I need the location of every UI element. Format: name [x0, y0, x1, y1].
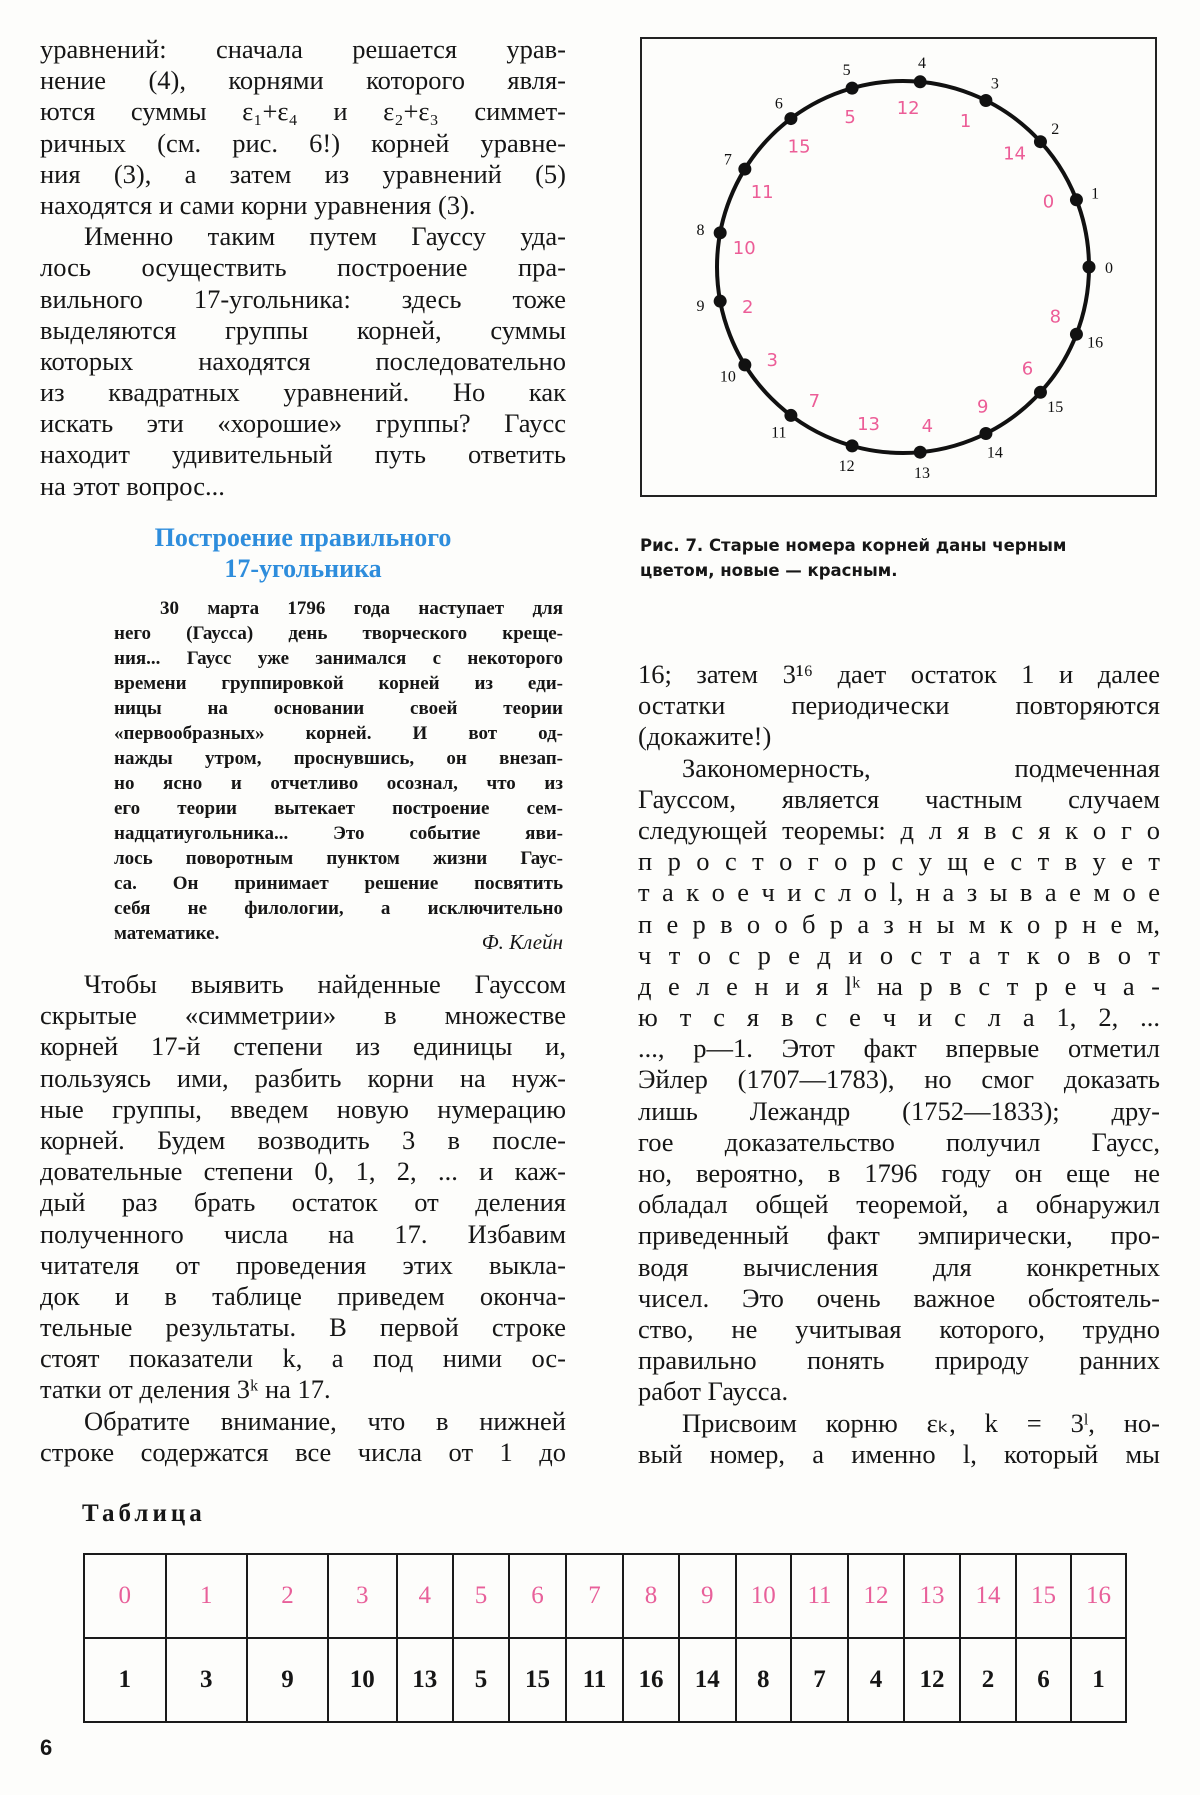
new-number-label: 0 — [1042, 191, 1055, 213]
text-line: правильно понять природу ранних — [638, 1345, 1160, 1376]
text-line: Присвоим корню εₖ, k = 3ˡ, но- — [682, 1407, 1160, 1438]
text-line: Чтобы выявить найденные Гауссом — [84, 969, 566, 999]
quote-line: но ясно и отчетливо осознал, что из — [114, 773, 563, 794]
exponent-cell: 9 — [679, 1554, 736, 1638]
new-number-label: 5 — [844, 107, 856, 129]
table-row-remainders — [84, 1638, 1126, 1722]
quote-line: лось поворотным пунктом жизни Гаус- — [114, 848, 563, 869]
remainder-cell: 9 — [247, 1638, 328, 1722]
text-line: читателя от проведения этих выкла- — [40, 1249, 566, 1280]
text-line: п е р в о о б р а з н ы м к о р н е м, — [638, 908, 1160, 939]
new-number-label: 6 — [1021, 358, 1034, 380]
text-line: вый номер, а именно l, который мы — [638, 1438, 1160, 1469]
exponent-cell: 3 — [328, 1554, 397, 1638]
root-point — [979, 94, 992, 107]
old-number-label: 9 — [696, 297, 705, 315]
old-number-label: 13 — [914, 465, 931, 483]
text-line: ..., p—1. Этот факт впервые отметил — [638, 1033, 1160, 1064]
exponent-cell: 8 — [623, 1554, 679, 1638]
exponent-cell: 11 — [791, 1554, 848, 1638]
text-line: но, вероятно, в 1796 году он еще не — [638, 1158, 1160, 1188]
remainder-cell: 2 — [960, 1638, 1016, 1722]
text-line: татки от деления 3ᵏ на 17. — [40, 1374, 331, 1405]
old-number-label: 7 — [723, 151, 732, 169]
text-line: пользуясь ими, разбить корни на нуж- — [40, 1062, 566, 1093]
text-line: ются суммы ε₁+ε₄ и ε₂+ε₃ симмет- — [40, 96, 566, 127]
text-line: строке содержатся все числа от 1 до — [40, 1436, 566, 1467]
remainder-cell: 8 — [736, 1638, 792, 1722]
table-row-exponents — [84, 1554, 1126, 1638]
text-line: лишь Лежандр (1752—1833); дру- — [638, 1095, 1160, 1126]
text-line: лось осуществить построение пра- — [40, 252, 566, 283]
text-line: Обратите внимание, что в нижней — [84, 1405, 566, 1436]
root-point — [784, 112, 797, 125]
remainder-cell: 13 — [397, 1638, 454, 1722]
quote-author: Ф. Клейн — [481, 930, 563, 954]
remainder-cell: 5 — [453, 1638, 509, 1722]
text-line: ные группы, введем новую нумерацию — [40, 1093, 566, 1124]
old-number-label: 8 — [696, 222, 705, 240]
unit-circle — [717, 81, 1089, 453]
new-number-label: 2 — [742, 296, 754, 318]
text-line: на этот вопрос... — [40, 470, 225, 501]
root-point — [979, 427, 992, 440]
text-line: дый раз брать остаток от деления — [40, 1187, 566, 1218]
old-number-label: 12 — [838, 458, 855, 476]
root-point — [914, 75, 927, 88]
exponent-cell: 6 — [509, 1554, 566, 1638]
remainder-cell: 15 — [509, 1638, 566, 1722]
remainder-cell: 6 — [1016, 1638, 1071, 1722]
text-line: ство, не учитывая которого, трудно — [638, 1313, 1160, 1344]
new-number-label: 10 — [732, 238, 756, 260]
text-line: уравнений: сначала решается урав- — [40, 34, 566, 64]
remainder-cell: 16 — [623, 1638, 679, 1722]
exponent-cell: 16 — [1071, 1554, 1126, 1638]
exponent-cell: 5 — [453, 1554, 509, 1638]
text-line: док и в таблице приведем оконча- — [40, 1280, 566, 1311]
remainder-cell: 1 — [1071, 1638, 1126, 1722]
text-line: находятся и сами корни уравнения (3). — [40, 189, 476, 220]
powers-table — [83, 1553, 1127, 1723]
old-number-label: 15 — [1047, 398, 1064, 416]
caption-line: Рис. 7. Старые номера корней даны черным — [640, 536, 1067, 555]
section-heading — [60, 522, 546, 584]
text-line: 16; затем 3¹⁶ дает остаток 1 и далее — [638, 659, 1160, 689]
text-line: чисел. Это очень важное обстоятель- — [638, 1282, 1160, 1313]
text-line: Гауссом, является частным случаем — [638, 783, 1160, 814]
root-point — [1070, 193, 1083, 206]
quote-line: надцатиугольника... Это событие яви- — [114, 823, 563, 844]
root-point — [738, 358, 751, 371]
text-line: искать эти «хорошие» группы? Гаусс — [40, 408, 566, 439]
new-number-label: 15 — [787, 136, 811, 158]
old-number-label: 10 — [719, 368, 736, 386]
old-number-label: 4 — [918, 54, 927, 72]
text-line: ю т с я в с е ч и с л а 1, 2, ... — [638, 1002, 1160, 1033]
page-number: 6 — [40, 1735, 53, 1760]
figure-17-roots-circle — [640, 37, 1157, 497]
root-point — [914, 446, 927, 459]
exponent-cell: 14 — [960, 1554, 1016, 1638]
text-line: нение (4), корнями которого явля- — [40, 65, 566, 96]
text-line: Закономерность, подмеченная — [682, 752, 1160, 783]
new-number-label: 9 — [977, 396, 989, 418]
text-line: приведенный факт эмпирически, про- — [638, 1220, 1160, 1251]
quote-line: 30 марта 1796 года наступает для — [160, 598, 563, 619]
old-number-label: 2 — [1051, 121, 1060, 139]
text-line: полученного числа на 17. Избавим — [40, 1218, 566, 1249]
quote-line: себя не филологии, а исключительно — [114, 898, 563, 919]
new-number-label: 11 — [750, 182, 774, 204]
roots-circle-diagram — [642, 39, 1155, 495]
quote-line: него (Гаусса) день творческого креще- — [114, 623, 563, 644]
text-line: д е л е н и я lᵏ на p в с т р е ч а - — [638, 970, 1160, 1001]
root-point — [1034, 135, 1047, 148]
old-number-label: 0 — [1105, 260, 1113, 277]
text-line: ч т о с р е д и о с т а т к о в о т — [638, 939, 1160, 970]
text-line: Именно таким путем Гауссу уда- — [84, 221, 566, 252]
epigraph-quote — [114, 596, 563, 946]
text-line: п р о с т о г о p с у щ е с т в у е т — [638, 846, 1160, 877]
new-number-label: 8 — [1049, 306, 1062, 328]
text-line: довательные степени 0, 1, 2, ... и каж- — [40, 1156, 566, 1187]
text-line: тельные результаты. В первой строке — [40, 1312, 566, 1343]
text-line: Эйлер (1707—1783), но смог доказать — [638, 1064, 1160, 1095]
root-point — [1083, 261, 1096, 274]
quote-line: нажды утром, проснувшись, он внезап- — [114, 748, 563, 769]
root-point — [1034, 386, 1047, 399]
text-line: работ Гаусса. — [638, 1376, 789, 1407]
old-number-label: 16 — [1087, 334, 1104, 352]
old-number-label: 11 — [771, 424, 787, 442]
text-line: выделяются группы корней, суммы — [40, 314, 566, 345]
exponent-cell: 12 — [848, 1554, 904, 1638]
remainder-cell: 14 — [679, 1638, 736, 1722]
heading-line: 17-угольника — [224, 554, 382, 583]
quote-line: его теории вытекает построение сем- — [114, 798, 563, 819]
old-number-label: 5 — [842, 61, 851, 79]
remainder-cell: 3 — [166, 1638, 248, 1722]
exponent-cell: 15 — [1016, 1554, 1071, 1638]
new-number-label: 1 — [959, 110, 972, 132]
text-line: гое доказательство получил Гаусс, — [638, 1126, 1160, 1157]
text-line: ричных (см. рис. 6!) корней уравне- — [40, 127, 566, 158]
quote-line: ния... Гаусс уже занимался с некоторого — [114, 648, 563, 669]
left-paragraph-1 — [40, 34, 566, 502]
text-line: из квадратных уравнений. Но как — [40, 377, 566, 408]
quote-line: «первообразных» корней. И вот од- — [114, 723, 563, 744]
exponent-cell: 7 — [566, 1554, 623, 1638]
remainder-cell: 11 — [566, 1638, 623, 1722]
text-line: ния (3), а затем из уравнений (5) — [40, 158, 566, 189]
caption-line: цветом, новые — красным. — [640, 561, 898, 580]
text-line: корней. Будем возводить 3 в после- — [40, 1124, 566, 1155]
new-number-label: 14 — [1003, 143, 1027, 165]
text-line: скрытые «симметрии» в множестве — [40, 1000, 566, 1031]
new-number-label: 7 — [808, 391, 821, 413]
new-number-label: 13 — [857, 414, 880, 436]
root-point — [714, 226, 727, 239]
text-line: которых находятся последовательно — [40, 345, 566, 376]
exponent-cell: 10 — [736, 1554, 792, 1638]
root-point — [738, 163, 751, 176]
quote-line: ницы на основании своей теории — [114, 698, 563, 719]
new-number-label: 3 — [766, 350, 778, 372]
text-line: стоят показатели k, а под ними ос- — [40, 1343, 566, 1374]
new-number-label: 4 — [921, 416, 934, 438]
left-paragraph-2 — [40, 969, 566, 1468]
heading-line: Построение правильного — [154, 523, 452, 552]
text-line: водя вычисления для конкретных — [638, 1251, 1160, 1282]
old-number-label: 6 — [774, 95, 783, 113]
new-number-label: 12 — [896, 98, 920, 120]
old-number-label: 1 — [1091, 185, 1100, 203]
remainder-cell: 10 — [328, 1638, 397, 1722]
text-line: находит удивительный путь ответить — [40, 439, 566, 470]
root-point — [846, 82, 859, 95]
exponent-cell: 1 — [166, 1554, 248, 1638]
remainder-cell: 12 — [904, 1638, 960, 1722]
text-line: обладал общей теоремой, а обнаружил — [638, 1189, 1160, 1220]
exponent-cell: 2 — [247, 1554, 328, 1638]
quote-line: математике. — [114, 923, 220, 944]
text-line: (докажите!) — [638, 721, 772, 752]
text-line: следующей теоремы: д л я в с я к о г о — [638, 814, 1160, 845]
exponent-cell: 0 — [84, 1554, 166, 1638]
text-line: корней 17-й степени из единицы и, — [40, 1031, 566, 1062]
exponent-cell: 4 — [397, 1554, 454, 1638]
text-line: остатки периодически повторяются — [638, 690, 1160, 721]
remainder-cell: 7 — [791, 1638, 848, 1722]
root-point — [1070, 328, 1083, 341]
text-line: т а к о е ч и с л о l, н а з ы в а е м о е — [638, 877, 1160, 908]
text-line: вильного 17-угольника: здесь тоже — [40, 283, 566, 314]
old-number-label: 14 — [986, 444, 1003, 462]
root-point — [714, 295, 727, 308]
remainder-cell: 4 — [848, 1638, 904, 1722]
old-number-label: 3 — [990, 75, 999, 93]
remainder-cell: 1 — [84, 1638, 166, 1722]
right-column-text — [638, 659, 1160, 1470]
exponent-cell: 13 — [904, 1554, 960, 1638]
quote-line: времени группировкой корней из еди- — [114, 673, 563, 694]
figure-caption — [640, 533, 1160, 583]
table-title: Таблица — [82, 1500, 206, 1527]
root-point — [846, 439, 859, 452]
quote-line: са. Он принимает решение посвятить — [114, 873, 563, 894]
root-point — [784, 409, 797, 422]
